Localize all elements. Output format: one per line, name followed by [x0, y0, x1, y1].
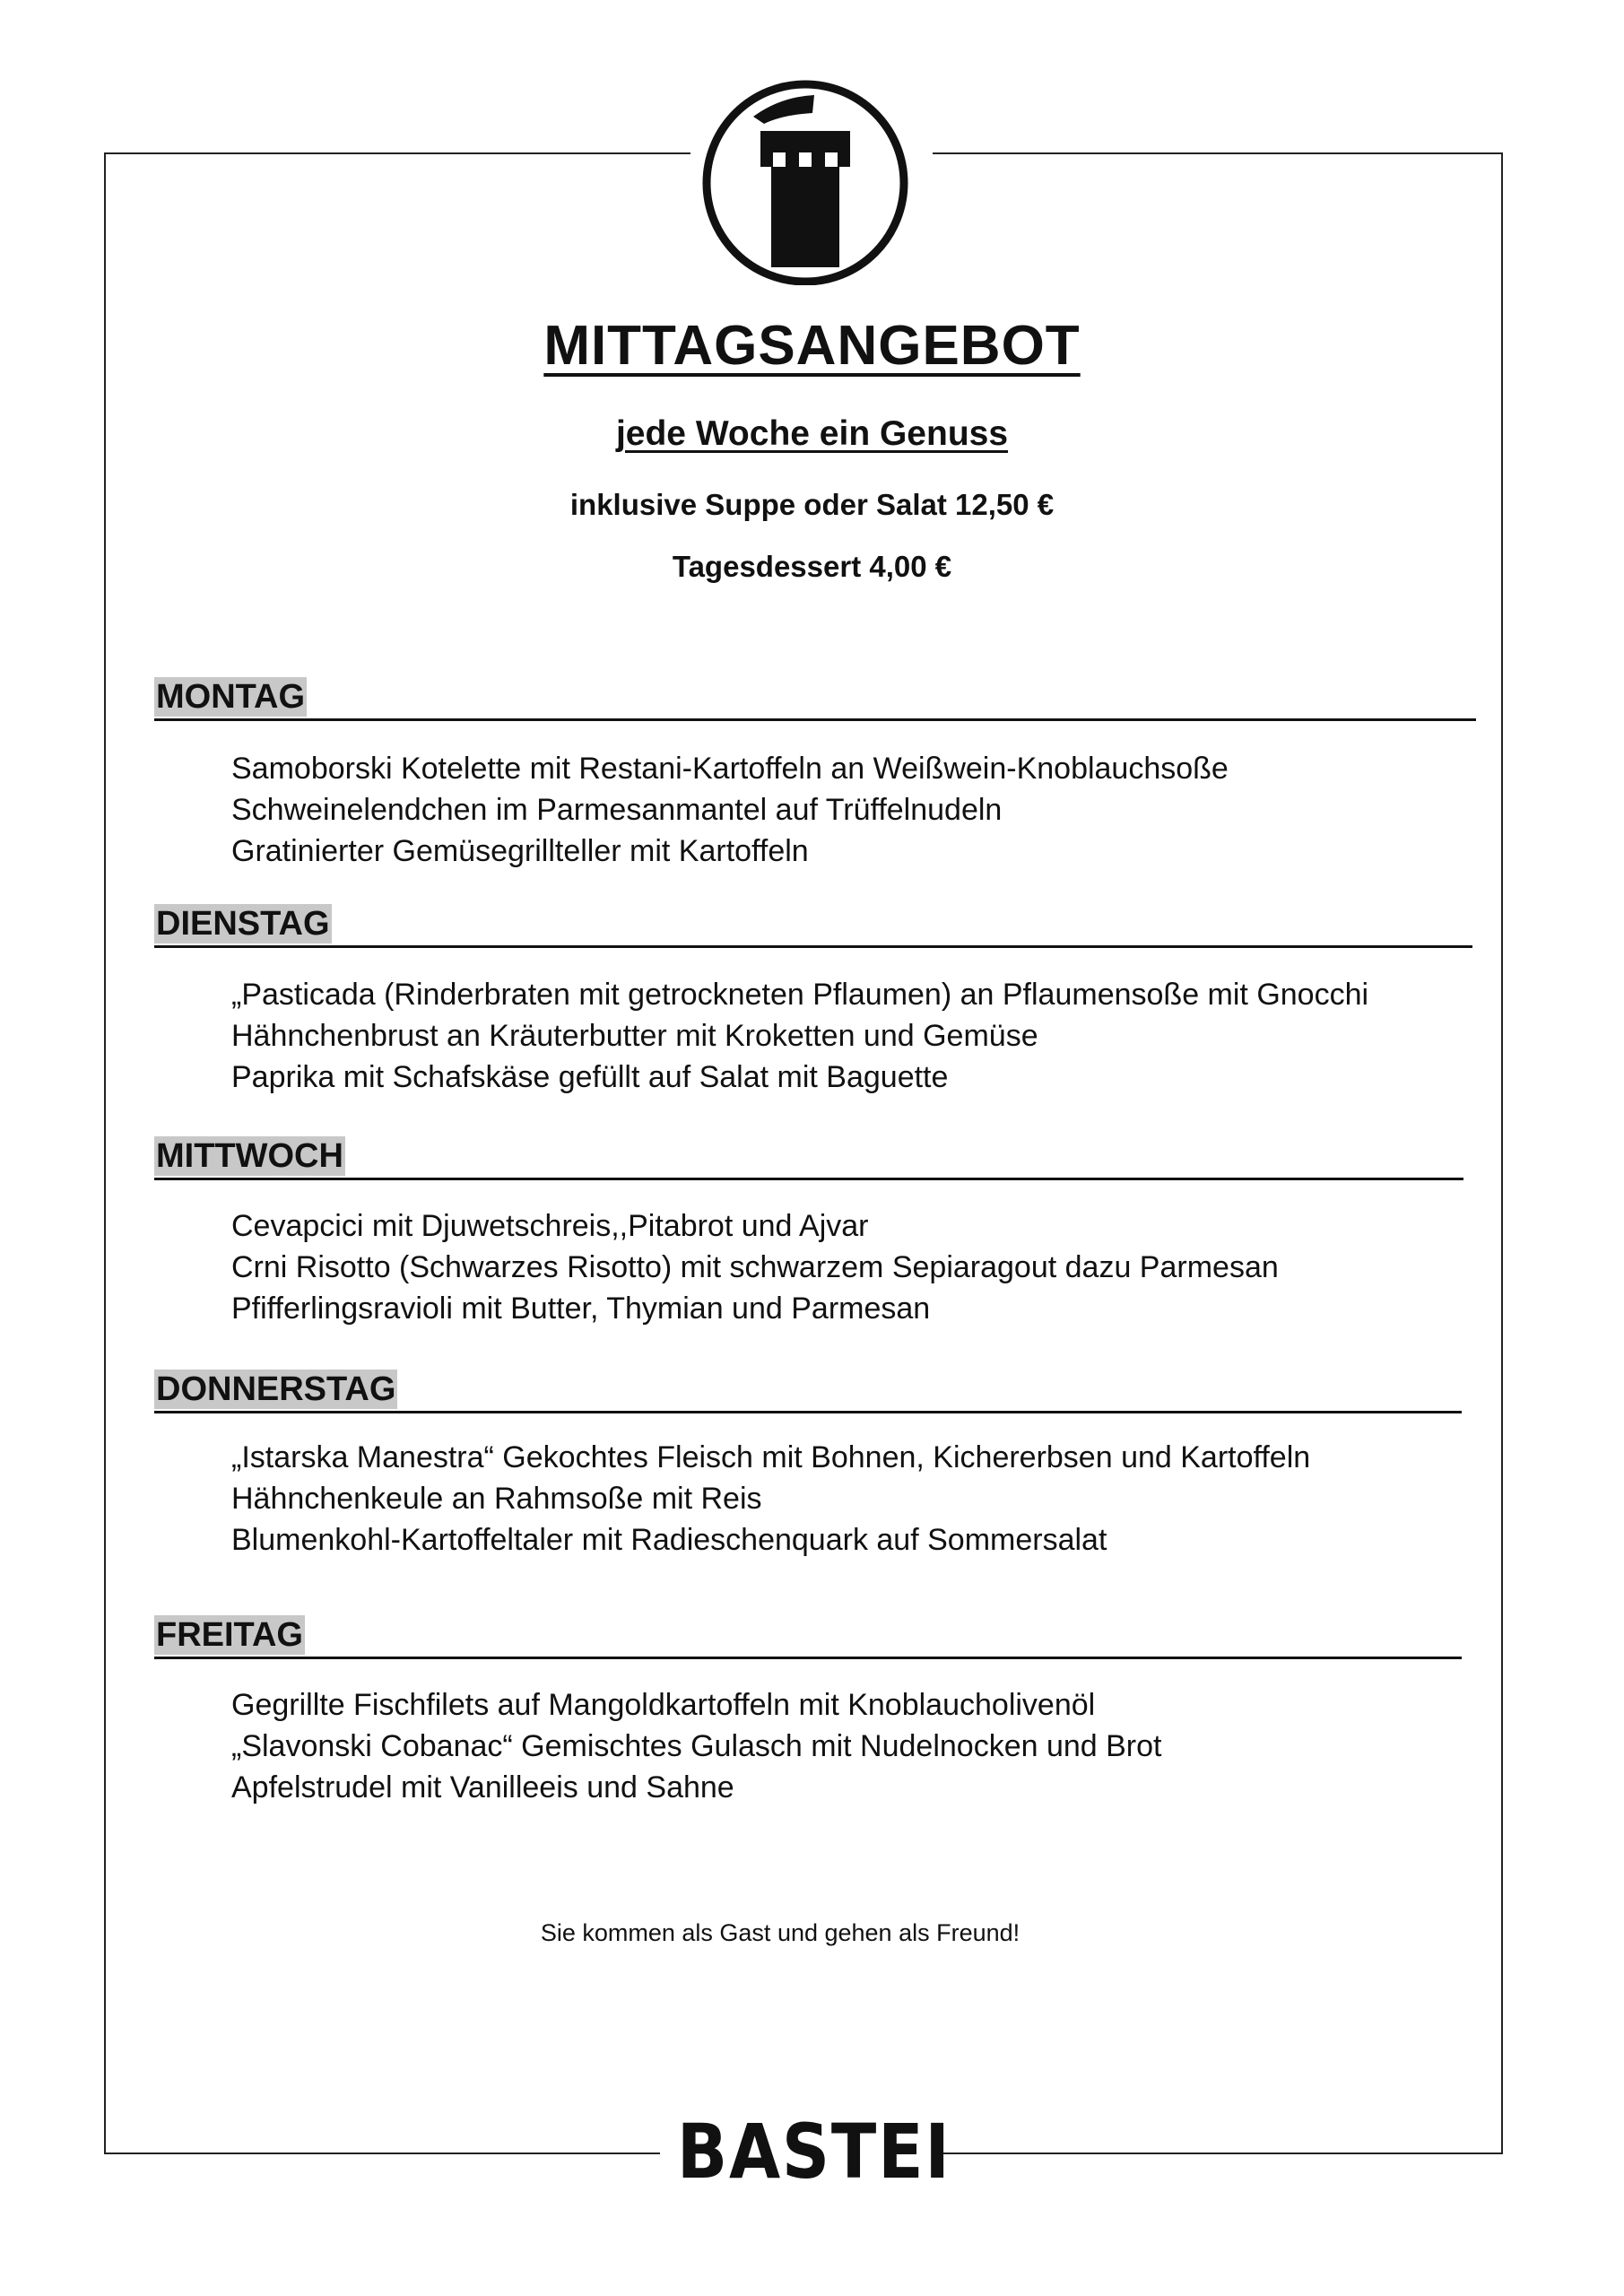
- day-label: FREITAG: [156, 1616, 303, 1654]
- dish-item: Gegrillte Fischfilets auf Mangoldkartoffeln mit Knoblaucholivenöl: [231, 1688, 1096, 1722]
- footer-note: Sie kommen als Gast und gehen als Freund!: [540, 1919, 1020, 1946]
- dish-item: Gratinierter Gemüsegrillteller mit Kartoffeln: [231, 834, 809, 868]
- dish-item: Blumenkohl-Kartoffeltaler mit Radieschenquark auf Sommersalat: [231, 1523, 1107, 1557]
- dish-item: Crni Risotto (Schwarzes Risotto) mit schwarzem Sepiaragout dazu Parmesan: [231, 1250, 1279, 1284]
- castle-tower-icon: [698, 70, 913, 285]
- day-header-mittwoch: [154, 1123, 1463, 1180]
- dish-item: Cevapcici mit Djuwetschreis,,Pitabrot und Ajvar: [231, 1209, 869, 1243]
- dish-item: Paprika mit Schafskäse gefüllt auf Salat mit Baguette: [231, 1060, 949, 1094]
- day-label: MONTAG: [156, 678, 306, 716]
- dessert-line: Tagesdessert 4,00 €: [672, 550, 952, 583]
- page-subtitle: jede Woche ein Genuss: [615, 414, 1009, 453]
- day-header-donnerstag: [154, 1356, 1462, 1413]
- dish-item: „Istarska Manestra“ Gekochtes Fleisch mit Bohnen, Kichererbsen und Kartoffeln: [231, 1440, 1311, 1474]
- dish-item: Apfelstrudel mit Vanilleeis und Sahne: [231, 1770, 734, 1805]
- dish-item: „Pasticada (Rinderbraten mit getrockneten Pflaumen) an Pflaumensoße mit Gnocchi: [231, 978, 1369, 1012]
- page-title: MITTAGSANGEBOT: [543, 315, 1081, 377]
- dish-item: „Slavonski Cobanac“ Gemischtes Gulasch mit Nudelnocken und Brot: [231, 1729, 1162, 1763]
- day-header-montag: [154, 664, 1476, 721]
- price-line: inklusive Suppe oder Salat 12,50 €: [569, 488, 1055, 521]
- dish-item: Hähnchenkeule an Rahmsoße mit Reis: [231, 1482, 762, 1516]
- brand-logo: BASTEI: [676, 2108, 951, 2196]
- day-label: DONNERSTAG: [156, 1370, 396, 1408]
- day-header-dienstag: [154, 891, 1472, 948]
- day-label: MITTWOCH: [156, 1137, 343, 1175]
- day-header-freitag: [154, 1602, 1462, 1659]
- day-label: DIENSTAG: [156, 905, 330, 943]
- dish-item: Schweinelendchen im Parmesanmantel auf Trüffelnudeln: [231, 793, 1003, 827]
- dish-item: Pfifferlingsravioli mit Butter, Thymian und Parmesan: [231, 1292, 931, 1326]
- dish-item: Samoborski Kotelette mit Restani-Kartoffeln an Weißwein-Knoblauchsoße: [231, 752, 1229, 786]
- dish-item: Hähnchenbrust an Kräuterbutter mit Kroketten und Gemüse: [231, 1019, 1038, 1053]
